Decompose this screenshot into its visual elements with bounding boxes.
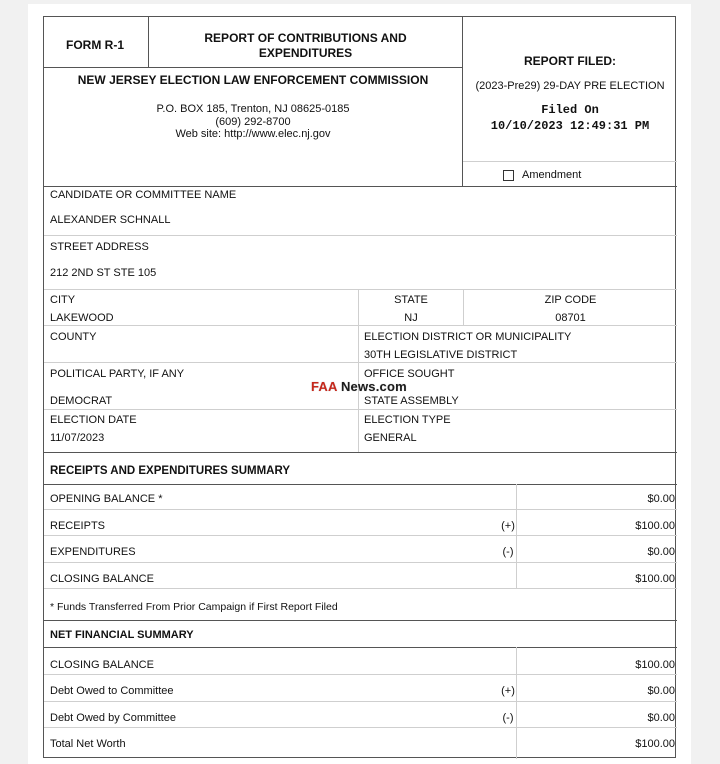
commission-name: NEW JERSEY ELECTION LAW ENFORCEMENT COMMISSION: [77, 73, 429, 87]
office-label: OFFICE SOUGHT: [364, 368, 455, 380]
row-label: Debt Owed by Committee: [50, 712, 176, 724]
report-filed-label: REPORT FILED:: [524, 54, 616, 68]
street-address: 212 2ND ST STE 105: [50, 267, 157, 279]
row-label: RECEIPTS: [50, 520, 106, 532]
filed-on-datetime: 10/10/2023 12:49:31 PM: [490, 119, 650, 133]
row-label: OPENING BALANCE *: [50, 493, 163, 505]
form-number: FORM R-1: [66, 38, 124, 52]
row-label: CLOSING BALANCE: [50, 573, 154, 585]
commission-phone: (609) 292-8700: [215, 116, 291, 128]
form-r1: [43, 16, 676, 758]
state-label: STATE: [394, 294, 428, 306]
row-label: CLOSING BALANCE: [50, 659, 154, 671]
amendment-label: Amendment: [522, 169, 582, 181]
party-label: POLITICAL PARTY, IF ANY: [50, 368, 185, 380]
row-sign: (+): [501, 520, 515, 532]
row-label: EXPENDITURES: [50, 546, 136, 558]
state: NJ: [404, 312, 418, 324]
document-page: [28, 4, 691, 764]
election-date-label: ELECTION DATE: [50, 414, 137, 426]
watermark-logo: FAA News.com: [311, 379, 407, 394]
amendment-checkbox[interactable]: [503, 170, 514, 181]
row-amount: $100.00: [635, 738, 675, 750]
row-amount: $0.00: [647, 546, 675, 558]
row-sign: (-): [502, 712, 514, 724]
filed-on-label: Filed On: [541, 103, 599, 117]
row-sign: (-): [502, 546, 514, 558]
row-amount: $100.00: [635, 520, 675, 532]
party: DEMOCRAT: [50, 395, 113, 407]
district-label: ELECTION DISTRICT OR MUNICIPALITY: [364, 331, 572, 343]
office: STATE ASSEMBLY: [364, 395, 459, 407]
row-label: Debt Owed to Committee: [50, 685, 174, 697]
zip-code: 08701: [555, 312, 586, 324]
district: 30TH LEGISLATIVE DISTRICT: [364, 349, 518, 361]
commission-address: P.O. BOX 185, Trenton, NJ 08625-0185: [156, 103, 350, 115]
row-sign: (+): [501, 685, 515, 697]
funds-footnote: * Funds Transferred From Prior Campaign if First Report Filed: [50, 601, 338, 613]
row-amount: $0.00: [647, 712, 675, 724]
candidate-name-label: CANDIDATE OR COMMITTEE NAME: [50, 189, 237, 201]
row-amount: $0.00: [647, 685, 675, 697]
street-address-label: STREET ADDRESS: [50, 241, 149, 253]
row-amount: $100.00: [635, 573, 675, 585]
report-type: (2023-Pre29) 29-DAY PRE ELECTION: [475, 80, 665, 92]
commission-website: Web site: http://www.elec.nj.gov: [175, 128, 331, 140]
candidate-name: ALEXANDER SCHNALL: [50, 214, 171, 226]
row-amount: $100.00: [635, 659, 675, 671]
city: LAKEWOOD: [50, 312, 114, 324]
election-type-label: ELECTION TYPE: [364, 414, 451, 426]
row-label: Total Net Worth: [50, 738, 126, 750]
city-label: CITY: [50, 294, 76, 306]
election-date: 11/07/2023: [50, 432, 105, 444]
county-label: COUNTY: [50, 331, 97, 343]
report-title-line1: REPORT OF CONTRIBUTIONS AND: [204, 31, 407, 45]
report-title-line2: EXPENDITURES: [258, 46, 353, 60]
row-amount: $0.00: [647, 493, 675, 505]
net-summary-title: NET FINANCIAL SUMMARY: [50, 629, 194, 641]
zip-label: ZIP CODE: [544, 294, 597, 306]
election-type: GENERAL: [364, 432, 417, 444]
receipts-summary-title: RECEIPTS AND EXPENDITURES SUMMARY: [50, 465, 291, 477]
